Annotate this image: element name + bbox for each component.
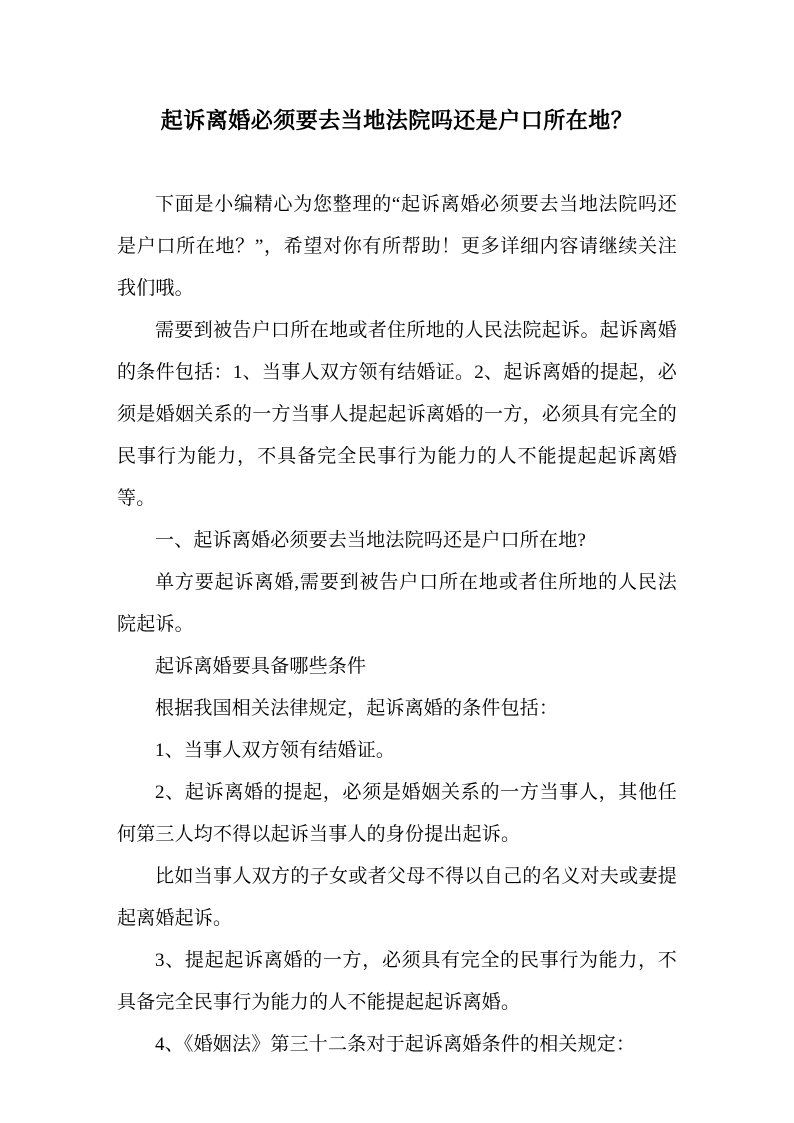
- paragraph-condition-1: 1、当事人双方领有结婚证。: [155, 740, 396, 761]
- paragraph-condition-3: 3、提起起诉离婚的一方，必须具有完全的民事行为能力，不具备完全民事行为能力的人不能提起起诉离婚。: [117, 950, 677, 1013]
- paragraph-condition-4: 4、《婚姻法》第三十二条对于起诉离婚条件的相关规定：: [155, 1034, 636, 1055]
- paragraph-heading-1: 一、起诉离婚必须要去当地法院吗还是户口所在地?: [155, 530, 587, 551]
- paragraph-law-basis: 根据我国相关法律规定，起诉离婚的条件包括：: [155, 698, 559, 719]
- paragraph-intro: 下面是小编精心为您整理的“起诉离婚必须要去当地法院吗还是户口所在地？”，希望对你有所帮助！更多详细内容请继续关注我们哦。: [117, 194, 677, 299]
- paragraph-example: 比如当事人双方的子女或者父母不得以自己的名义对夫或妻提起离婚起诉。: [117, 866, 677, 929]
- document-body: [117, 184, 677, 1066]
- paragraph-condition-2: 2、起诉离婚的提起，必须是婚姻关系的一方当事人，其他任何第三人均不得以起诉当事人的身份提出起诉。: [117, 782, 677, 845]
- document-title: 起诉离婚必须要去当地法院吗还是户口所在地？: [160, 108, 634, 133]
- paragraph-answer: 单方要起诉离婚,需要到被告户口所在地或者住所地的人民法院起诉。: [117, 572, 677, 635]
- paragraph-summary: 需要到被告户口所在地或者住所地的人民法院起诉。起诉离婚的条件包括：1、当事人双方领有结婚证。2、起诉离婚的提起，必须是婚姻关系的一方当事人提起起诉离婚的一方，必须具有完全的民事行为能力，不具备完全民事行为能力的人不能提起起诉离婚等。: [117, 320, 677, 509]
- paragraph-subheading: 起诉离婚要具备哪些条件: [155, 656, 367, 677]
